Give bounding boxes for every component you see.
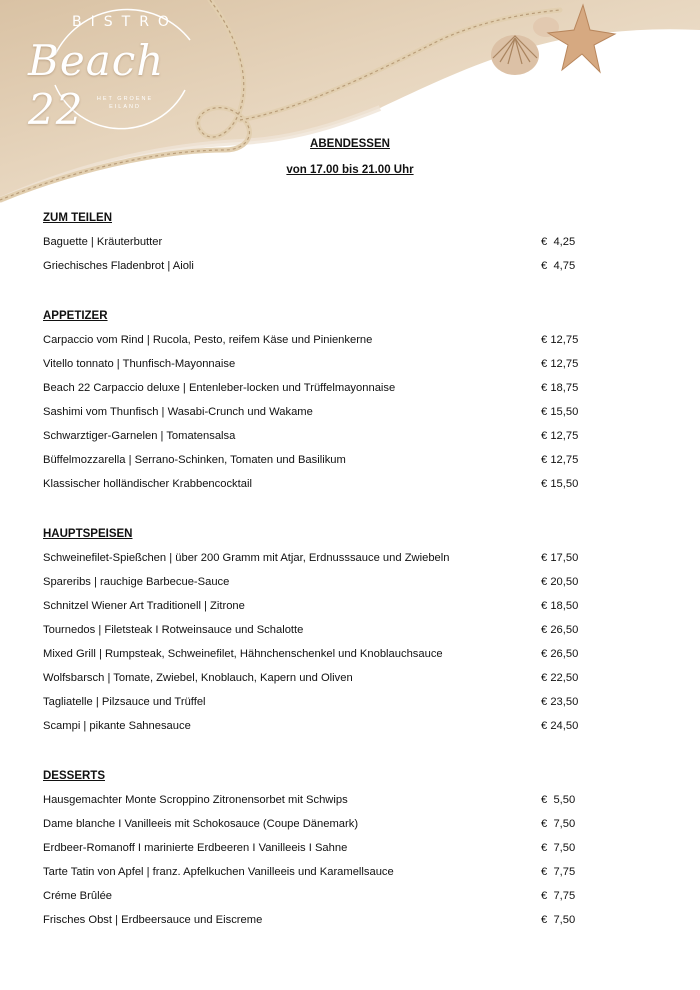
menu-item: [43, 671, 583, 695]
menu-item: [43, 841, 583, 865]
menu-item: [43, 793, 583, 817]
menu-item-name: Schwarztiger-Garnelen | Tomatensalsa: [43, 430, 236, 442]
menu-section: [43, 527, 583, 743]
menu-item-name: Dame blanche I Vanilleeis mit Schokosauce (Coupe Dänemark): [43, 818, 359, 830]
menu-item-price: € 20,50: [541, 576, 579, 588]
menu-item: [43, 259, 583, 283]
menu-item: [43, 235, 583, 259]
menu-item-price: € 26,50: [541, 648, 579, 660]
menu-item: [43, 381, 583, 405]
logo-bistro-text: BISTRO: [72, 14, 178, 30]
menu-item-price: € 12,75: [541, 334, 579, 346]
menu-item: [43, 453, 583, 477]
menu-item-price: € 18,50: [541, 600, 579, 612]
menu-item-price: € 7,50: [541, 842, 576, 854]
bistro-logo: [20, 6, 230, 134]
menu-item-name: Mixed Grill | Rumpsteak, Schweinefilet, Hähnchenschenkel und Knoblauchsauce: [43, 648, 443, 660]
menu-item-name: Schnitzel Wiener Art Traditionell | Zitrone: [43, 600, 245, 612]
shell-icon: [491, 35, 539, 75]
section-title: ZUM TEILEN: [43, 212, 112, 224]
menu-item: [43, 599, 583, 623]
menu-item-price: € 7,50: [541, 914, 576, 926]
menu-item-name: Spareribs | rauchige Barbecue-Sauce: [43, 576, 230, 588]
section-title: HAUPTSPEISEN: [43, 528, 133, 540]
menu-item-name: Tagliatelle | Pilzsauce und Trüffel: [43, 696, 206, 708]
menu-item: [43, 477, 583, 501]
menu-list: [43, 211, 583, 963]
menu-item-name: Vitello tonnato | Thunfisch-Mayonnaise: [43, 358, 236, 370]
menu-item-name: Créme Brûlée: [43, 890, 113, 902]
menu-item-name: Frisches Obst | Erdbeersauce und Eiscreme: [43, 914, 263, 926]
menu-item-name: Carpaccio vom Rind | Rucola, Pesto, reifem Käse und Pinienkerne: [43, 334, 373, 346]
menu-item: [43, 695, 583, 719]
menu-item: [43, 913, 583, 937]
menu-item-price: € 26,50: [541, 624, 579, 636]
menu-title-block: [0, 138, 700, 176]
menu-item-price: € 7,75: [541, 866, 576, 878]
menu-item-price: € 24,50: [541, 720, 579, 732]
menu-item-name: Büffelmozzarella | Serrano-Schinken, Tomaten und Basilikum: [43, 454, 346, 466]
logo-name: Beach 22: [28, 36, 165, 134]
menu-item-name: Griechisches Fladenbrot | Aioli: [43, 260, 194, 272]
menu-item-name: Tournedos | Filetsteak I Rotweinsauce und Schalotte: [43, 624, 304, 636]
menu-item-price: € 15,50: [541, 406, 579, 418]
menu-item: [43, 405, 583, 429]
menu-item-name: Hausgemachter Monte Scroppino Zitronensorbet mit Schwips: [43, 794, 348, 806]
menu-item: [43, 623, 583, 647]
menu-item-price: € 4,25: [541, 236, 576, 248]
menu-item-price: € 7,75: [541, 890, 576, 902]
menu-item-price: € 17,50: [541, 552, 579, 564]
menu-item-price: € 23,50: [541, 696, 579, 708]
menu-item-price: € 12,75: [541, 454, 579, 466]
menu-item: [43, 575, 583, 599]
menu-item-name: Baguette | Kräuterbutter: [43, 236, 163, 248]
menu-item-price: € 12,75: [541, 358, 579, 370]
menu-item: [43, 429, 583, 453]
menu-item: [43, 889, 583, 913]
menu-item: [43, 647, 583, 671]
menu-item-price: € 5,50: [541, 794, 576, 806]
section-title: APPETIZER: [43, 310, 108, 322]
menu-item-price: € 4,75: [541, 260, 576, 272]
menu-item: [43, 817, 583, 841]
menu-item-name: Wolfsbarsch | Tomate, Zwiebel, Knoblauch, Kapern und Oliven: [43, 672, 353, 684]
section-title: DESSERTS: [43, 770, 105, 782]
menu-title: ABENDESSEN: [310, 138, 390, 150]
menu-item-price: € 12,75: [541, 430, 579, 442]
menu-item-name: Schweinefilet-Spießchen | über 200 Gramm mit Atjar, Erdnusssauce und Zwiebeln: [43, 552, 450, 564]
menu-item-name: Sashimi vom Thunfisch | Wasabi-Crunch und Wakame: [43, 406, 313, 418]
menu-item-price: € 22,50: [541, 672, 579, 684]
menu-hours: von 17.00 bis 21.00 Uhr: [286, 164, 414, 176]
menu-item: [43, 333, 583, 357]
menu-item-price: € 15,50: [541, 478, 579, 490]
menu-item-name: Tarte Tatin von Apfel | franz. Apfelkuchen Vanilleeis und Karamellsauce: [43, 866, 394, 878]
menu-item-price: € 18,75: [541, 382, 579, 394]
menu-section: [43, 769, 583, 937]
logo-sub-line1: HET GROENE: [96, 96, 154, 102]
menu-section: [43, 309, 583, 501]
logo-sub-line2: EILAND: [109, 104, 141, 110]
menu-item-price: € 7,50: [541, 818, 576, 830]
logo-subtitle: [20, 95, 230, 111]
menu-section: [43, 211, 583, 283]
menu-item-name: Scampi | pikante Sahnesauce: [43, 720, 191, 732]
menu-item: [43, 551, 583, 575]
menu-item: [43, 357, 583, 381]
menu-item-name: Klassischer holländischer Krabbencocktail: [43, 478, 252, 490]
menu-item: [43, 865, 583, 889]
menu-item: [43, 719, 583, 743]
menu-item-name: Beach 22 Carpaccio deluxe | Entenleber-locken und Trüffelmayonnaise: [43, 382, 396, 394]
menu-item-name: Erdbeer-Romanoff I marinierte Erdbeeren I Vanilleeis I Sahne: [43, 842, 348, 854]
